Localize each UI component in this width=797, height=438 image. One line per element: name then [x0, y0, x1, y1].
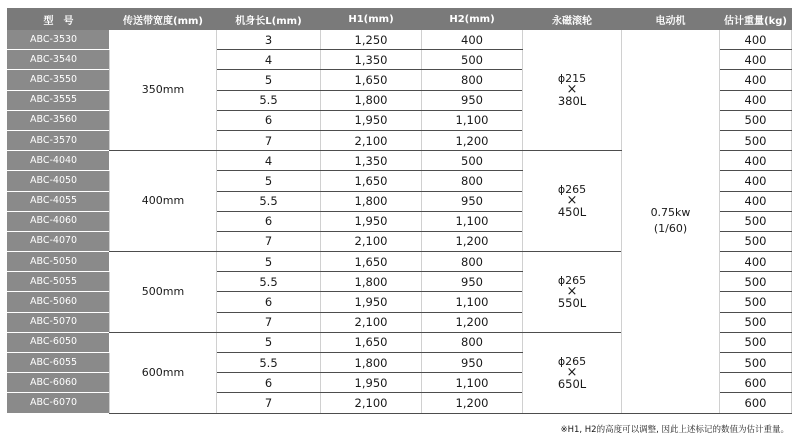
roller-cross-icon: ×	[566, 193, 578, 209]
roller-length: 650L	[557, 376, 587, 391]
weight-cell: 500	[720, 211, 792, 231]
belt-width-cell: 600mm	[110, 332, 217, 413]
model-cell: ABC-3570	[8, 130, 110, 150]
h2-cell: 1,200	[422, 130, 523, 150]
roller-length: 450L	[557, 205, 587, 220]
h2-cell: 800	[422, 171, 523, 191]
h1-cell: 1,350	[321, 50, 422, 70]
weight-cell: 500	[720, 353, 792, 373]
roller-diameter: ϕ265	[557, 354, 587, 368]
weight-cell: 600	[720, 393, 792, 413]
length-cell: 7	[217, 312, 321, 332]
model-cell: ABC-5070	[8, 312, 110, 332]
motor-ratio: (1/60)	[653, 222, 688, 236]
model-cell: ABC-5060	[8, 292, 110, 312]
weight-cell: 400	[720, 191, 792, 211]
model-cell: ABC-3530	[8, 30, 110, 50]
spec-table	[7, 8, 792, 414]
h1-cell: 1,950	[321, 110, 422, 130]
h1-cell: 1,650	[321, 171, 422, 191]
length-cell: 6	[217, 373, 321, 393]
model-cell: ABC-5055	[8, 272, 110, 292]
length-cell: 5	[217, 332, 321, 352]
header-length: 机身长L(mm)	[217, 9, 321, 30]
length-cell: 5.5	[217, 353, 321, 373]
length-cell: 3	[217, 30, 321, 50]
model-cell: ABC-5050	[8, 252, 110, 272]
belt-width-cell: 350mm	[110, 30, 217, 151]
weight-cell: 500	[720, 292, 792, 312]
h2-cell: 1,100	[422, 211, 523, 231]
length-cell: 6	[217, 110, 321, 130]
model-cell: ABC-4040	[8, 151, 110, 171]
h1-cell: 1,250	[321, 30, 422, 50]
motor-cell	[622, 30, 720, 414]
length-cell: 6	[217, 292, 321, 312]
header-motor: 电动机	[622, 9, 720, 30]
h2-cell: 800	[422, 70, 523, 90]
model-cell: ABC-3560	[8, 110, 110, 130]
header-weight: 估计重量(kg)	[720, 9, 792, 30]
model-cell: ABC-6060	[8, 373, 110, 393]
weight-cell: 500	[720, 312, 792, 332]
weight-cell: 400	[720, 30, 792, 50]
weight-cell: 400	[720, 70, 792, 90]
h1-cell: 1,950	[321, 373, 422, 393]
model-cell: ABC-6055	[8, 353, 110, 373]
h2-cell: 1,100	[422, 373, 523, 393]
header-belt-width: 传送带宽度(mm)	[110, 9, 217, 30]
model-cell: ABC-3550	[8, 70, 110, 90]
h2-cell: 800	[422, 252, 523, 272]
h2-cell: 800	[422, 332, 523, 352]
length-cell: 7	[217, 231, 321, 251]
header-h1: H1(mm)	[321, 9, 422, 30]
roller-length: 550L	[557, 295, 587, 310]
h2-cell: 1,100	[422, 292, 523, 312]
motor-power: 0.75kw	[650, 206, 691, 220]
roller-cross-icon: ×	[566, 82, 578, 98]
roller-cell	[523, 151, 622, 252]
h1-cell: 2,100	[321, 393, 422, 413]
roller-cross-icon: ×	[566, 364, 578, 380]
belt-width-cell: 400mm	[110, 151, 217, 252]
h2-cell: 950	[422, 353, 523, 373]
length-cell: 4	[217, 151, 321, 171]
model-cell: ABC-6070	[8, 393, 110, 413]
header-h2: H2(mm)	[422, 9, 523, 30]
roller-diameter: ϕ215	[557, 72, 587, 86]
h2-cell: 950	[422, 90, 523, 110]
roller-diameter: ϕ265	[557, 273, 587, 287]
h1-cell: 1,800	[321, 90, 422, 110]
roller-cell	[523, 30, 622, 151]
header-roller: 永磁滚轮	[523, 9, 622, 30]
length-cell: 5.5	[217, 272, 321, 292]
weight-cell: 500	[720, 272, 792, 292]
model-cell: ABC-3555	[8, 90, 110, 110]
footnote: ※H1, H2的高度可以调整, 因此上述标记的数值为估计重量。	[560, 425, 789, 435]
length-cell: 7	[217, 130, 321, 150]
header-row	[8, 9, 792, 30]
h1-cell: 2,100	[321, 130, 422, 150]
h1-cell: 1,350	[321, 151, 422, 171]
h2-cell: 950	[422, 191, 523, 211]
belt-width-cell: 500mm	[110, 252, 217, 333]
h2-cell: 400	[422, 30, 523, 50]
weight-cell: 500	[720, 110, 792, 130]
weight-cell: 400	[720, 171, 792, 191]
roller-diameter: ϕ265	[557, 183, 587, 197]
header-model: 型 号	[8, 9, 110, 30]
length-cell: 5	[217, 252, 321, 272]
roller-cell	[523, 252, 622, 333]
weight-cell: 500	[720, 130, 792, 150]
model-cell: ABC-4050	[8, 171, 110, 191]
h2-cell: 1,200	[422, 231, 523, 251]
table-row	[8, 30, 792, 50]
weight-cell: 500	[720, 231, 792, 251]
h2-cell: 1,200	[422, 312, 523, 332]
weight-cell: 500	[720, 332, 792, 352]
h1-cell: 1,800	[321, 191, 422, 211]
h2-cell: 1,200	[422, 393, 523, 413]
weight-cell: 400	[720, 151, 792, 171]
h2-cell: 1,100	[422, 110, 523, 130]
model-cell: ABC-3540	[8, 50, 110, 70]
length-cell: 5	[217, 171, 321, 191]
length-cell: 5.5	[217, 191, 321, 211]
h2-cell: 500	[422, 151, 523, 171]
length-cell: 7	[217, 393, 321, 413]
roller-cell	[523, 332, 622, 413]
length-cell: 5.5	[217, 90, 321, 110]
weight-cell: 400	[720, 50, 792, 70]
model-cell: ABC-4055	[8, 191, 110, 211]
length-cell: 6	[217, 211, 321, 231]
model-cell: ABC-6050	[8, 332, 110, 352]
h2-cell: 500	[422, 50, 523, 70]
weight-cell: 600	[720, 373, 792, 393]
weight-cell: 400	[720, 90, 792, 110]
length-cell: 4	[217, 50, 321, 70]
h1-cell: 1,950	[321, 292, 422, 312]
model-cell: ABC-4060	[8, 211, 110, 231]
h1-cell: 1,650	[321, 332, 422, 352]
weight-cell: 400	[720, 252, 792, 272]
roller-cross-icon: ×	[566, 283, 578, 299]
h1-cell: 1,950	[321, 211, 422, 231]
h2-cell: 950	[422, 272, 523, 292]
h1-cell: 2,100	[321, 312, 422, 332]
roller-length: 380L	[557, 94, 587, 109]
length-cell: 5	[217, 70, 321, 90]
model-cell: ABC-4070	[8, 231, 110, 251]
h1-cell: 1,650	[321, 252, 422, 272]
h1-cell: 2,100	[321, 231, 422, 251]
h1-cell: 1,800	[321, 272, 422, 292]
h1-cell: 1,800	[321, 353, 422, 373]
h1-cell: 1,650	[321, 70, 422, 90]
